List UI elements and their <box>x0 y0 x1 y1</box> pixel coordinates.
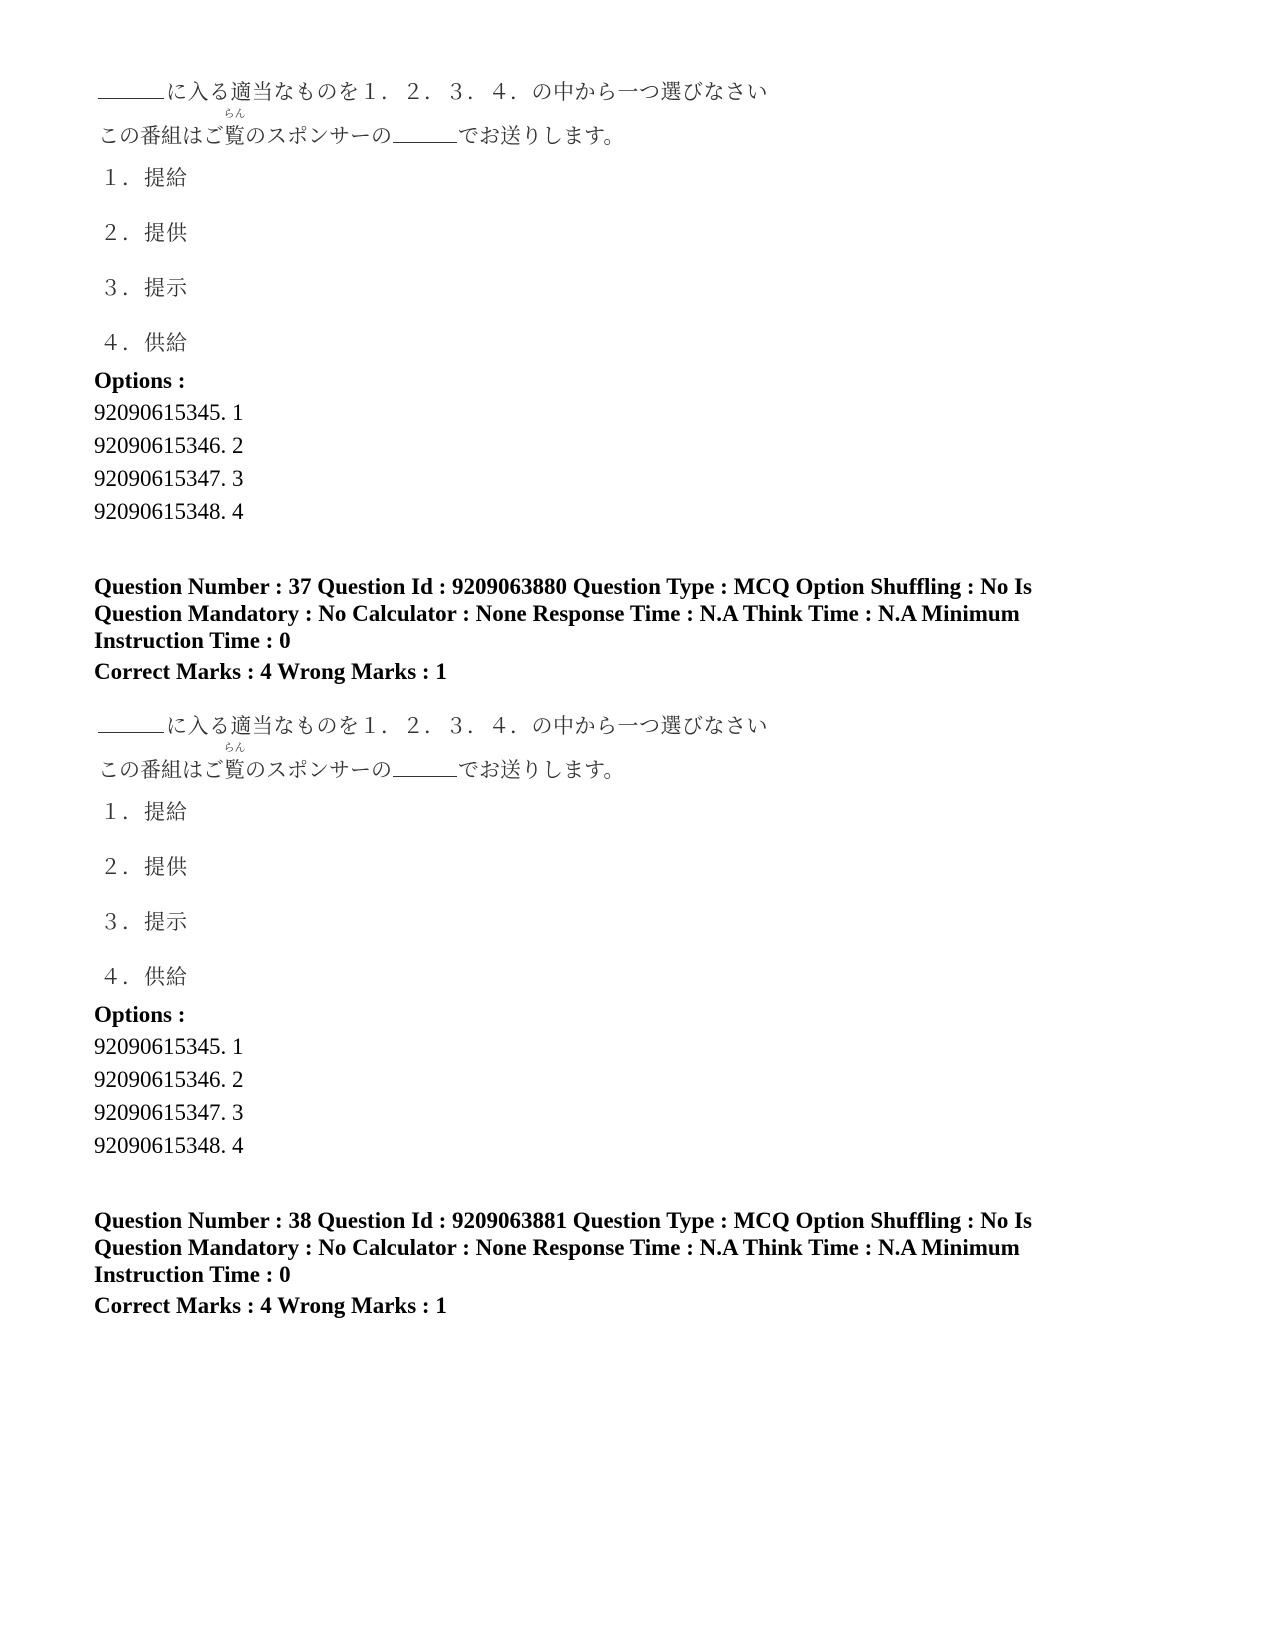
sentence-middle: のスポンサーの <box>245 758 392 782</box>
option-line: 92090615345. 1 <box>94 1034 244 1059</box>
answer-blank <box>393 141 457 143</box>
meta-line: Question Mandatory : No Calculator : None Response Time : N.A Think Time : N.A Minimum <box>94 601 1020 626</box>
question-sentence <box>98 107 625 150</box>
meta-line: Instruction Time : 0 <box>94 628 291 653</box>
choice-1: １．提給 <box>100 800 188 824</box>
question-meta <box>94 573 1094 654</box>
sentence-before: この番組はご <box>98 124 224 148</box>
sentence-after: でお送りします。 <box>458 758 625 782</box>
options-label: Options : <box>94 368 186 393</box>
kanji: 覧 <box>224 758 245 782</box>
choice-1: １．提給 <box>100 166 188 190</box>
question-instruction <box>98 710 768 740</box>
choice-4: ４．供給 <box>100 331 188 355</box>
sentence-middle: のスポンサーの <box>245 124 392 148</box>
meta-line: Question Number : 38 Question Id : 9209063881 Question Type : MCQ Option Shuffling : No Is <box>94 1208 1033 1233</box>
choice-2: ２．提供 <box>100 221 188 245</box>
option-line: 92090615348. 4 <box>94 1133 244 1158</box>
meta-line: Instruction Time : 0 <box>94 1262 291 1287</box>
option-line: 92090615347. 3 <box>94 466 244 491</box>
answer-blank <box>98 731 164 733</box>
option-line: 92090615346. 2 <box>94 1067 244 1092</box>
choice-2: ２．提供 <box>100 855 188 879</box>
sentence-after: でお送りします。 <box>458 124 625 148</box>
ruby-kanji <box>223 107 246 150</box>
choice-3: ３．提示 <box>100 276 188 300</box>
kanji: 覧 <box>224 124 245 148</box>
choice-4: ４．供給 <box>100 965 188 989</box>
question-marks: Correct Marks : 4 Wrong Marks : 1 <box>94 1293 447 1318</box>
option-line: 92090615346. 2 <box>94 433 244 458</box>
question-meta <box>94 1207 1094 1288</box>
ruby-kanji <box>223 741 246 784</box>
meta-line: Question Mandatory : No Calculator : None Response Time : N.A Think Time : N.A Minimum <box>94 1235 1020 1260</box>
answer-blank <box>393 775 457 777</box>
options-label: Options : <box>94 1002 186 1027</box>
option-line: 92090615345. 1 <box>94 400 244 425</box>
sentence-before: この番組はご <box>98 758 224 782</box>
choice-3: ３．提示 <box>100 910 188 934</box>
question-sentence <box>98 741 625 784</box>
option-line: 92090615348. 4 <box>94 499 244 524</box>
instruction-text: に入る適当なものを１．２．３．４．の中から一つ選びなさい <box>166 80 768 104</box>
instruction-text: に入る適当なものを１．２．３．４．の中から一つ選びなさい <box>166 714 768 738</box>
furigana: らん <box>223 741 246 754</box>
furigana: らん <box>223 107 246 120</box>
answer-blank <box>98 97 164 99</box>
meta-line: Question Number : 37 Question Id : 9209063880 Question Type : MCQ Option Shuffling : No Is <box>94 574 1033 599</box>
question-marks: Correct Marks : 4 Wrong Marks : 1 <box>94 659 447 684</box>
question-instruction <box>98 76 768 106</box>
option-line: 92090615347. 3 <box>94 1100 244 1125</box>
